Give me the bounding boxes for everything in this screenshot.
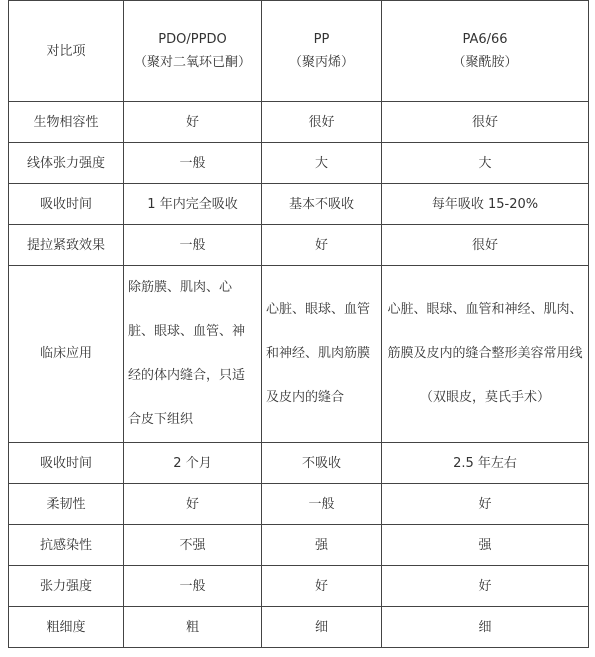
row-label: 吸收时间 <box>9 184 124 225</box>
table-row <box>9 525 589 566</box>
table-row <box>9 443 589 484</box>
cell-pp: 好 <box>262 566 382 607</box>
row-label: 生物相容性 <box>9 102 124 143</box>
table-row <box>9 607 589 648</box>
header-row <box>9 1 589 102</box>
cell-pdo: 2 个月 <box>124 443 262 484</box>
clinical-pa-text: 心脏、眼球、血管和神经、肌肉、筋膜及皮内的缝合整形美容常用线（双眼皮，莫氏手术） <box>387 302 583 405</box>
clinical-row <box>9 266 589 443</box>
clinical-label: 临床应用 <box>39 346 92 361</box>
cell-pdo <box>124 266 262 443</box>
table-row <box>9 102 589 143</box>
comparison-table <box>8 0 589 648</box>
cell-pa: 很好 <box>382 102 589 143</box>
cell-pp: 很好 <box>262 102 382 143</box>
cell-pdo: 1 年内完全吸收 <box>124 184 262 225</box>
header-col1-sub: （聚对二氧环已酮） <box>133 55 251 70</box>
cell-pp: 好 <box>262 225 382 266</box>
cell-pa: 细 <box>382 607 589 648</box>
table-row <box>9 484 589 525</box>
table-row <box>9 184 589 225</box>
cell-pa: 2.5 年左右 <box>382 443 589 484</box>
cell-pa: 大 <box>382 143 589 184</box>
header-item: 对比项 <box>9 1 124 102</box>
cell-pa: 每年吸收 15-20% <box>382 184 589 225</box>
header-col2 <box>262 1 382 102</box>
cell-pdo: 一般 <box>124 566 262 607</box>
row-label: 抗感染性 <box>9 525 124 566</box>
cell-pdo: 不强 <box>124 525 262 566</box>
cell-pp: 强 <box>262 525 382 566</box>
row-label: 柔韧性 <box>9 484 124 525</box>
cell-pa <box>382 266 589 443</box>
cell-pdo: 好 <box>124 102 262 143</box>
cell-pp: 基本不吸收 <box>262 184 382 225</box>
header-col2-name: PP <box>313 32 330 47</box>
cell-pp: 细 <box>262 607 382 648</box>
table-row <box>9 566 589 607</box>
row-label <box>9 266 124 443</box>
cell-pa: 强 <box>382 525 589 566</box>
cell-pdo: 粗 <box>124 607 262 648</box>
cell-pp: 大 <box>262 143 382 184</box>
cell-pdo: 好 <box>124 484 262 525</box>
header-col1 <box>124 1 262 102</box>
cell-pa: 很好 <box>382 225 589 266</box>
cell-pp: 不吸收 <box>262 443 382 484</box>
header-col3-sub: （聚酰胺） <box>452 55 518 70</box>
cell-pa: 好 <box>382 566 589 607</box>
cell-pdo: 一般 <box>124 143 262 184</box>
cell-pp <box>262 266 382 443</box>
cell-pdo: 一般 <box>124 225 262 266</box>
header-col3 <box>382 1 589 102</box>
row-label: 提拉紧致效果 <box>9 225 124 266</box>
header-col3-name: PA6/66 <box>462 32 508 47</box>
header-col1-name: PDO/PPDO <box>158 32 227 47</box>
clinical-pp-text: 心脏、眼球、血管和神经、肌肉筋膜及皮内的缝合 <box>266 302 371 405</box>
header-col2-sub: （聚丙烯） <box>288 55 354 70</box>
row-label: 线体张力强度 <box>9 143 124 184</box>
cell-pa: 好 <box>382 484 589 525</box>
table-row <box>9 225 589 266</box>
row-label: 粗细度 <box>9 607 124 648</box>
table-row <box>9 143 589 184</box>
row-label: 吸收时间 <box>9 443 124 484</box>
cell-pp: 一般 <box>262 484 382 525</box>
clinical-pdo-text: 除筋膜、肌肉、心脏、眼球、血管、神经的体内缝合，只适合皮下组织 <box>128 280 246 427</box>
row-label: 张力强度 <box>9 566 124 607</box>
